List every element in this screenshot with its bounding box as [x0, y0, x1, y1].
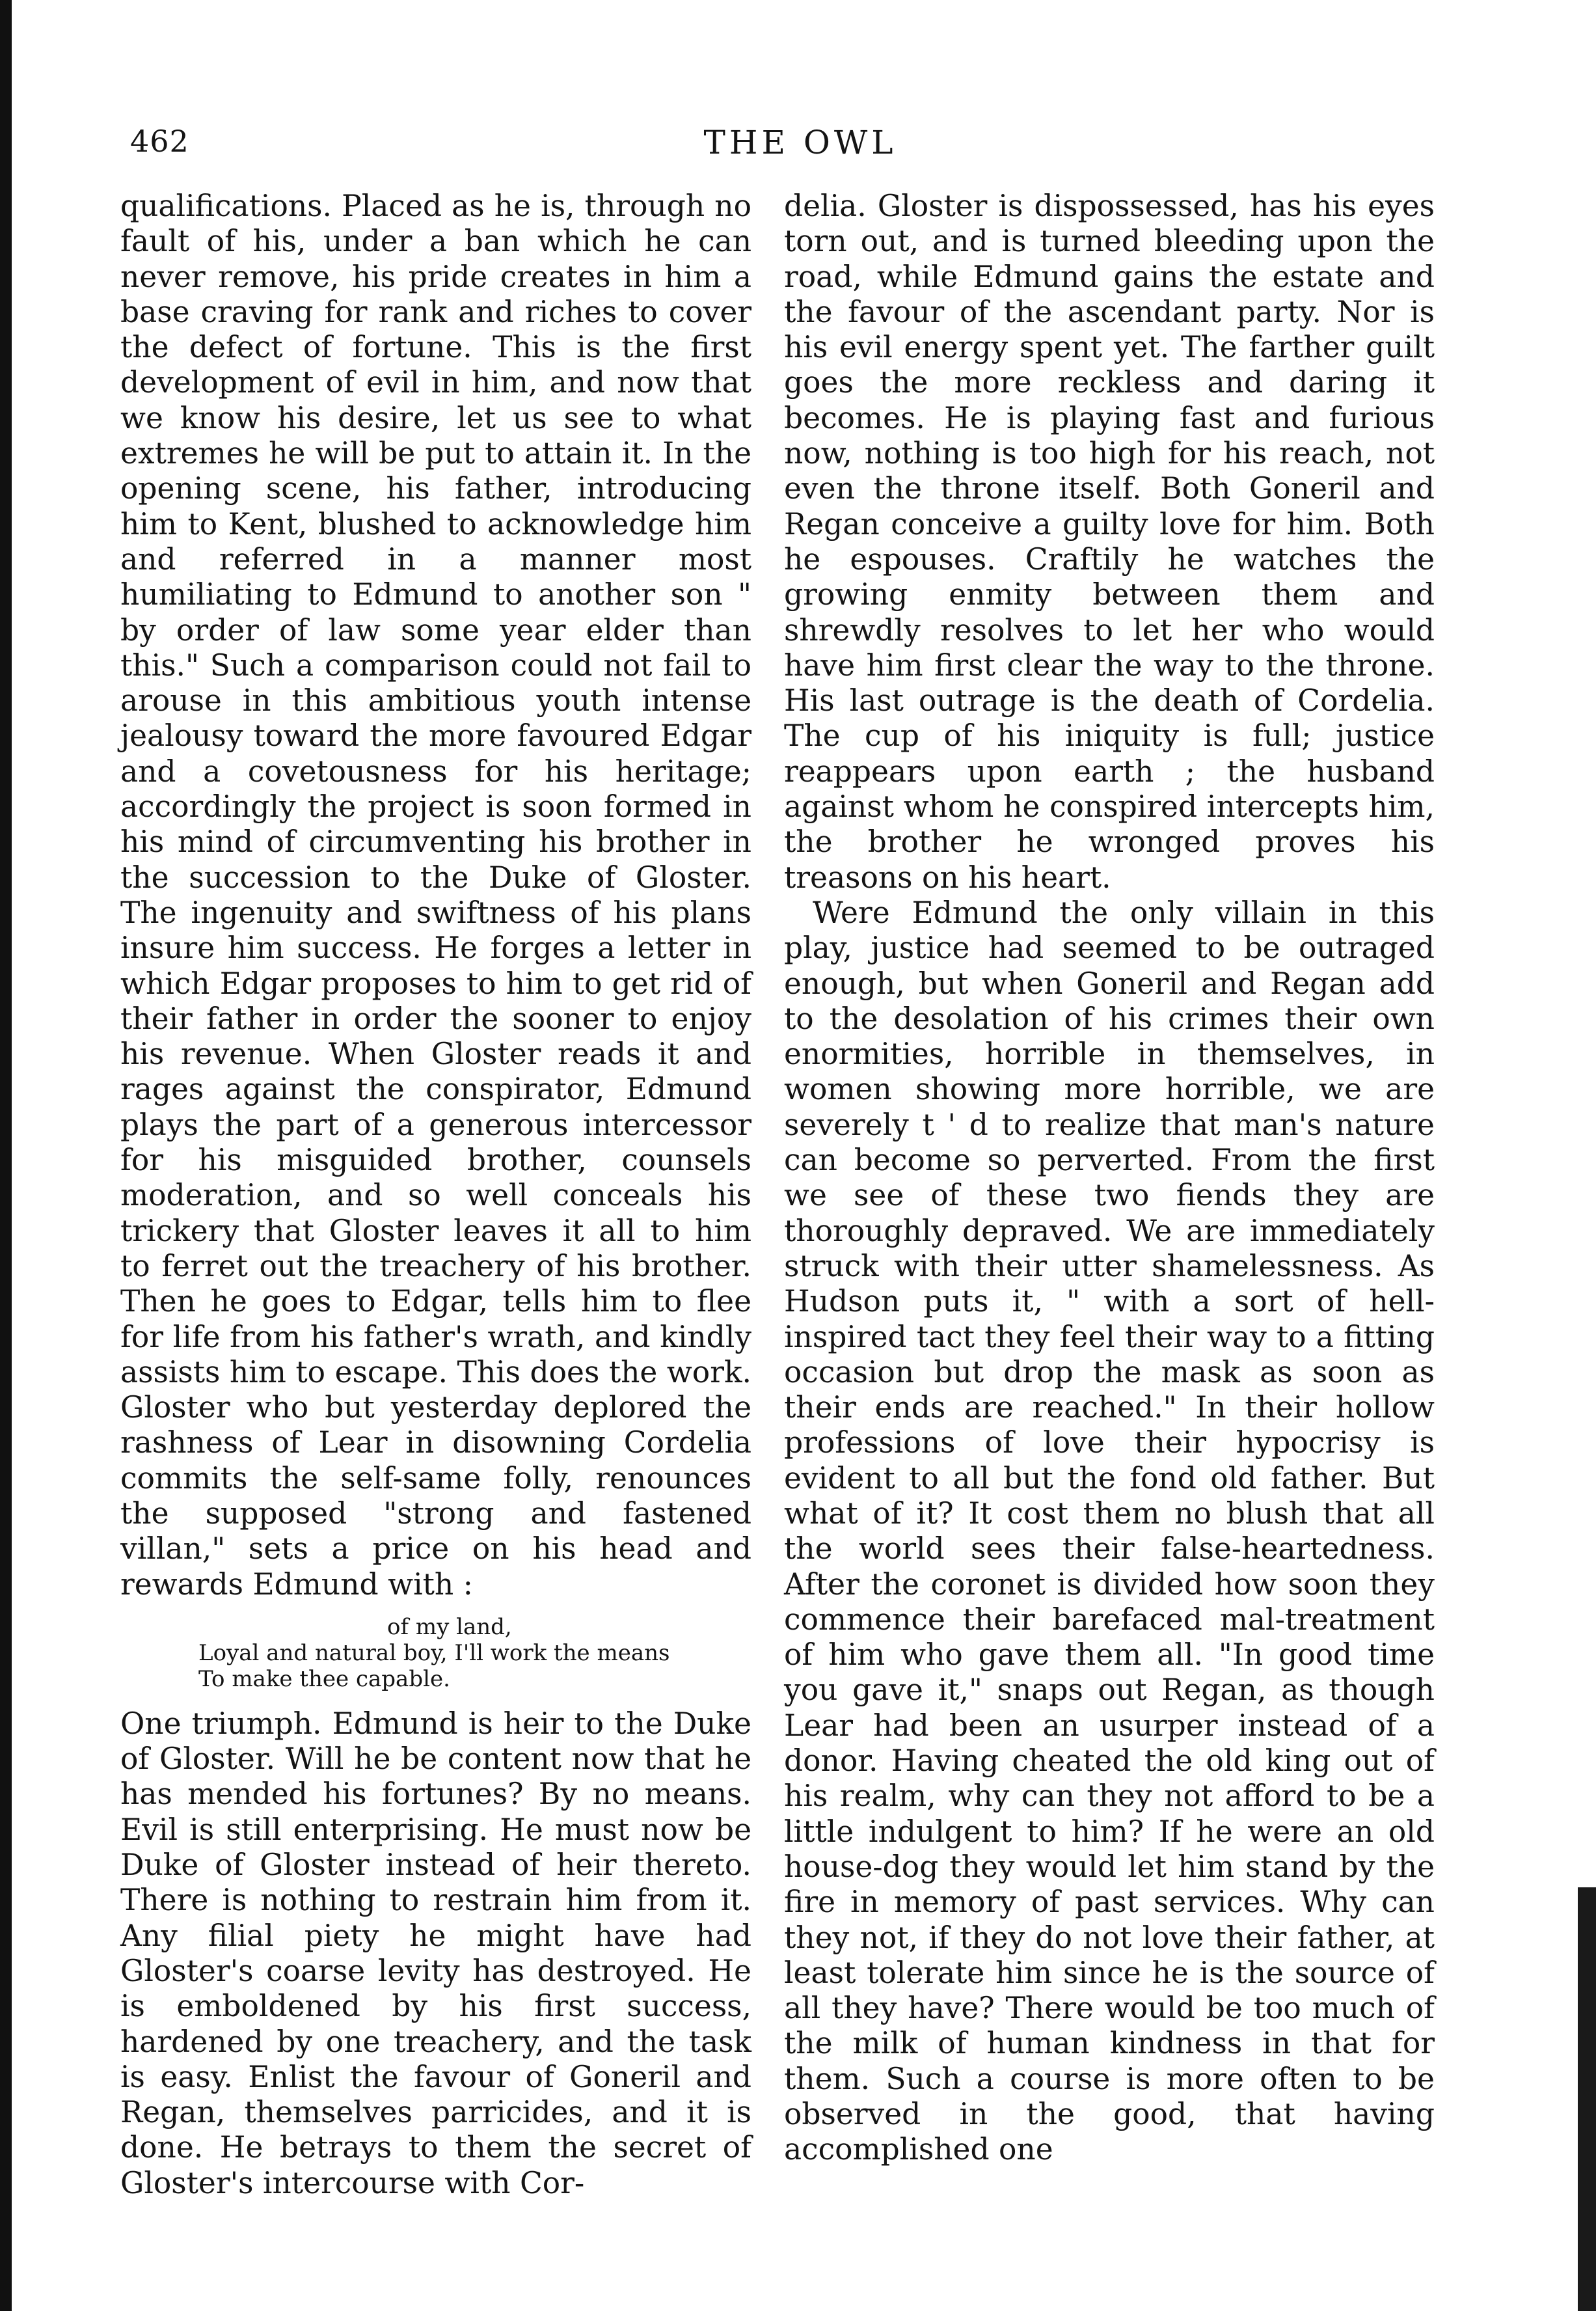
page-number: 462: [130, 124, 189, 159]
running-title: THE OWL: [703, 124, 897, 161]
scan-edge-left: [0, 0, 12, 2311]
quote-line-2: Loyal and natural boy, I'll work the means: [198, 1639, 670, 1666]
block-quote: [120, 1614, 751, 1692]
right-paragraph-1: delia. Gloster is dispossessed, has his eyes torn out, and is turned bleeding upon the road, while Edmund gains the estate and the favour of the ascendant party. Nor is his evil energy spent yet. The farther guilt goes the more reckless and daring it becomes. He is playing fast and furious now, nothing is too high for his reach, not even the throne itself. Both Goneril and Regan conceive a guilty love for him. Both he espouses. Craftily he watches the growing enmity between them and shrewdly resolves to let her who would have him first clear the way to the throne. His last outrage is the death of Cordelia. The cup of his iniquity is full; justice reappears upon earth ; the husband against whom he conspired intercepts him, the brother he wronged proves his treasons on his heart.: [784, 189, 1435, 895]
right-paragraph-2: Were Edmund the only villain in this play, justice had seemed to be outraged enough, but when Goneril and Regan add to the desolation of his crimes their own enormities, horrible in themselves, in women showing more horrible, we are severely t ' d to realize that man's nature can become so perverted. From the first we see of these two fiends they are thoroughly depraved. We are immediately struck with their utter shamelessness. As Hudson puts it, " with a sort of hell-inspired tact they feel their way to a fitting occasion but drop the mask as soon as their ends are reached." In their hollow professions of love their hypocrisy is evident to all but the fond old father. But what of it? It cost them no blush that all the world sees their false-heartedness. After the coronet is divided how soon they commence their barefaced mal-treatment of him who gave them all. "In good time you gave it," snaps out Regan, as though Lear had been an usurper instead of a donor. Having cheated the old king out of his realm, why can they not afford to be a little indulgent to him? If he were an old house-dog they would let him stand by the fire in memory of past services. Why can they not, if they do not love their father, at least tolerate him since he is the source of all they have? There would be too much of the milk of human kindness in that for them. Such a course is more often to be observed in the good, that having accomplished one: [784, 895, 1435, 2167]
quote-line-3: To make thee capable.: [198, 1665, 450, 1692]
left-paragraph-2: One triumph. Edmund is heir to the Duke of Gloster. Will he be content now that he has mended his fortunes? By no means. Evil is still enterprising. He must now be Duke of Gloster instead of heir thereto. There is nothing to restrain him from it. Any filial piety he might have had Gloster's coarse levity has destroyed. He is emboldened by his first success, hardened by one treachery, and the task is easy. Enlist the favour of Goneril and Regan, themselves parricides, and it is done. He betrays to them the secret of Gloster's intercourse with Cor-: [120, 1706, 751, 2200]
quote-line-1: of my land,: [387, 1613, 512, 1640]
left-column: [120, 189, 751, 2201]
left-paragraph-1: qualifications. Placed as he is, through no fault of his, under a ban which he can never remove, his pride creates in him a base craving for rank and riches to cover the defect of fortune. This is the first development of evil in him, and now that we know his desire, let us see to what extremes he will be put to attain it. In the opening scene, his father, introducing him to Kent, blushed to acknowledge him and referred in a manner most humiliating to Edmund to another son " by order of law some year elder than this." Such a comparison could not fail to arouse in this ambitious youth intense jealousy toward the more favoured Edgar and a covetousness for his heritage; accordingly the project is soon formed in his mind of circumventing his brother in the succession to the Duke of Gloster. The ingenuity and swiftness of his plans insure him success. He forges a letter in which Edgar proposes to him to get rid of their father in order the sooner to enjoy his revenue. When Gloster reads it and rages against the conspirator, Edmund plays the part of a generous intercessor for his misguided brother, counsels moderation, and so well conceals his trickery that Gloster leaves it all to him to ferret out the treachery of his brother. Then he goes to Edgar, tells him to flee for life from his father's wrath, and kindly assists him to escape. This does the work. Gloster who but yesterday deplored the rashness of Lear in disowning Cordelia commits the self-same folly, renounces the supposed "strong and fastened villan," sets a price on his head and rewards Edmund with :: [120, 189, 751, 1602]
page-header: [130, 124, 1470, 169]
scan-edge-right: [1578, 1887, 1596, 2311]
right-column: [784, 189, 1435, 2168]
